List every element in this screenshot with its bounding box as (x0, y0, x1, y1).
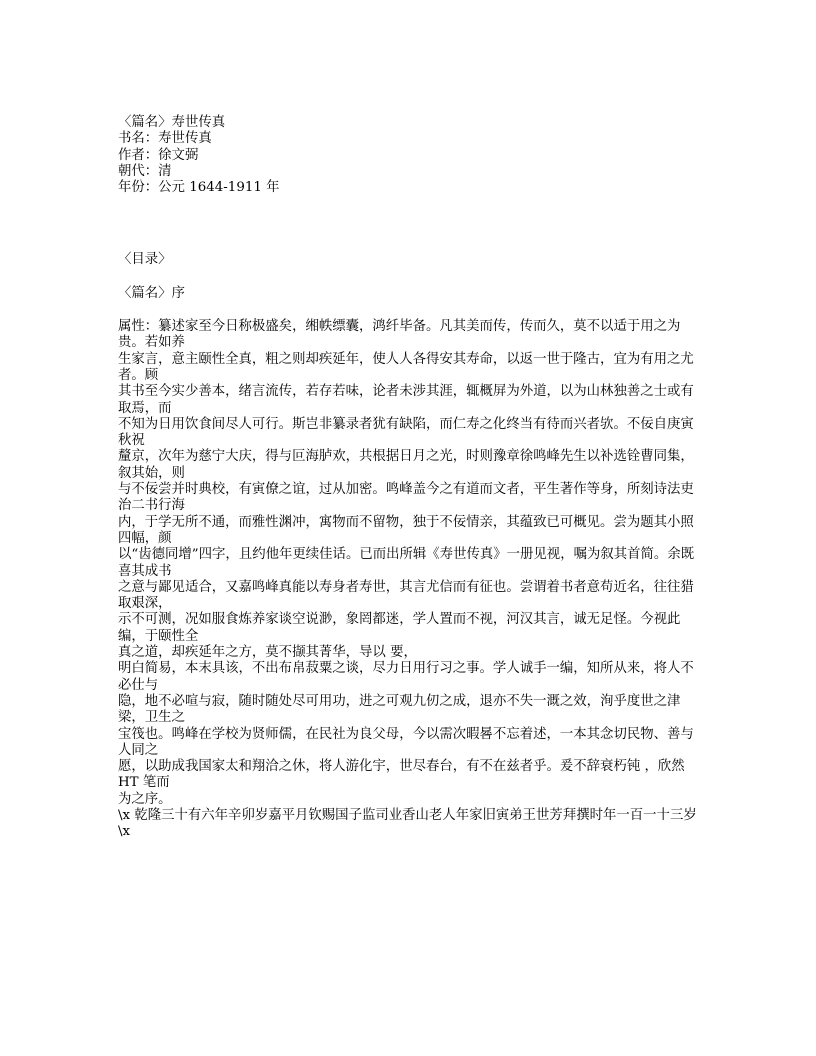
body-paragraph: 之意与鄙见适合，又嘉鸣峰真能以寿身者寿世，其言尤信而有征也。尝谓着书者意苟近名，往往猎取艰深， (118, 579, 694, 612)
book-title: 书名：寿世传真 (118, 131, 212, 147)
body-paragraph: 生家言，意主颐性全真，粗之则却疾延年，使人人各得安其寿命，以返一世于隆古，宜为有用之尤者。顾 (118, 351, 694, 383)
body-paragraph: 愿，以助成我国家太和翔洽之休，将人游化宇，世尽春台，有不在兹者乎。爰不辞衰朽钝 ，欣然 HT 笔而 (118, 759, 685, 791)
year-line: 年份：公元 1644-1911 年 (118, 180, 280, 196)
document-page (118, 115, 704, 841)
body-paragraph: 隐，地不必喧与寂，随时随处尽可用功，进之可观九仞之成，退亦不失一溉之效，洵乎度世之津梁，卫生之 (118, 693, 681, 726)
spacer (118, 269, 704, 286)
spacer (118, 196, 704, 252)
signature-line: \x 乾隆三十有六年辛卯岁嘉平月钦赐国子监司业香山老人年家旧寅弟王世芳拜撰时年一百一十三岁\x (118, 807, 697, 840)
section-heading: 〈篇名〉序 (118, 285, 185, 301)
body-paragraph: 真之道，却疾延年之方，莫不撷其菁华，导以 要， (118, 645, 417, 661)
body-paragraph: 示不可测，况如服食炼养家谈空说渺，象罔都迷，学人置而不视，河汉其言，诚无足怪。今视此编，于颐性全 (118, 612, 681, 644)
author-line: 作者：徐文弼 (118, 147, 199, 163)
body-paragraph: 宝筏也。鸣峰在学校为贤师儒，在民社为良父母，今以需次暇晷不忘着述，一本其念切民物、善与人同之 (118, 726, 694, 758)
body-paragraph: 明白简易，本末具该，不出布帛菽粟之谈，尽力日用行习之事。学人诚手一编，知所从来，将人不必仕与 (118, 661, 694, 693)
dynasty-line: 朝代：清 (118, 163, 172, 179)
preface-body (118, 319, 704, 841)
body-paragraph: 以“齿德同增”四字，且约他年更续佳话。已而出所辑《寿世传真》一册见视，嘱为叙其首简。余既喜其成书 (118, 547, 695, 579)
spacer (118, 302, 704, 319)
body-paragraph: 釐京，次年为慈宁大庆，得与叵海胪欢，共根据日月之光，时则豫章徐鸣峰先生以补选铨曹同集，叙其始，则 (118, 449, 694, 481)
body-paragraph: 内，于学无所不通，而雅性渊冲，寓物而不留物，独于不佞情亲，其蕴致已可概见。尝为题其小照四幅，颜 (118, 514, 694, 546)
body-paragraph: 属性：纂述家至今日称极盛矣，缃帙缥囊，鸿纤毕备。凡其美而传，传而久，莫不以适于用之为贵。若如养 (118, 319, 681, 351)
body-paragraph: 不知为日用饮食间尽人可行。斯岂非纂录者犹有缺陷，而仁寿之化终当有待而兴者欤。不佞自庚寅秋祝 (118, 416, 694, 449)
body-paragraph: 与不佞尝并时典校，有寅僚之谊，过从加密。鸣峰盖今之有道而文者，平生著作等身，所刻诗法吏治二书行海 (118, 482, 694, 514)
toc-heading: 〈目录〉 (118, 252, 172, 268)
body-paragraph: 其书至今实少善本，绪言流传，若存若味，论者未涉其涯，辄概屏为外道，以为山林独善之士或有取焉，而 (118, 384, 694, 416)
body-paragraph: 为之序。 (118, 791, 172, 807)
chapter-header: 〈篇名〉寿世传真 (118, 115, 226, 130)
